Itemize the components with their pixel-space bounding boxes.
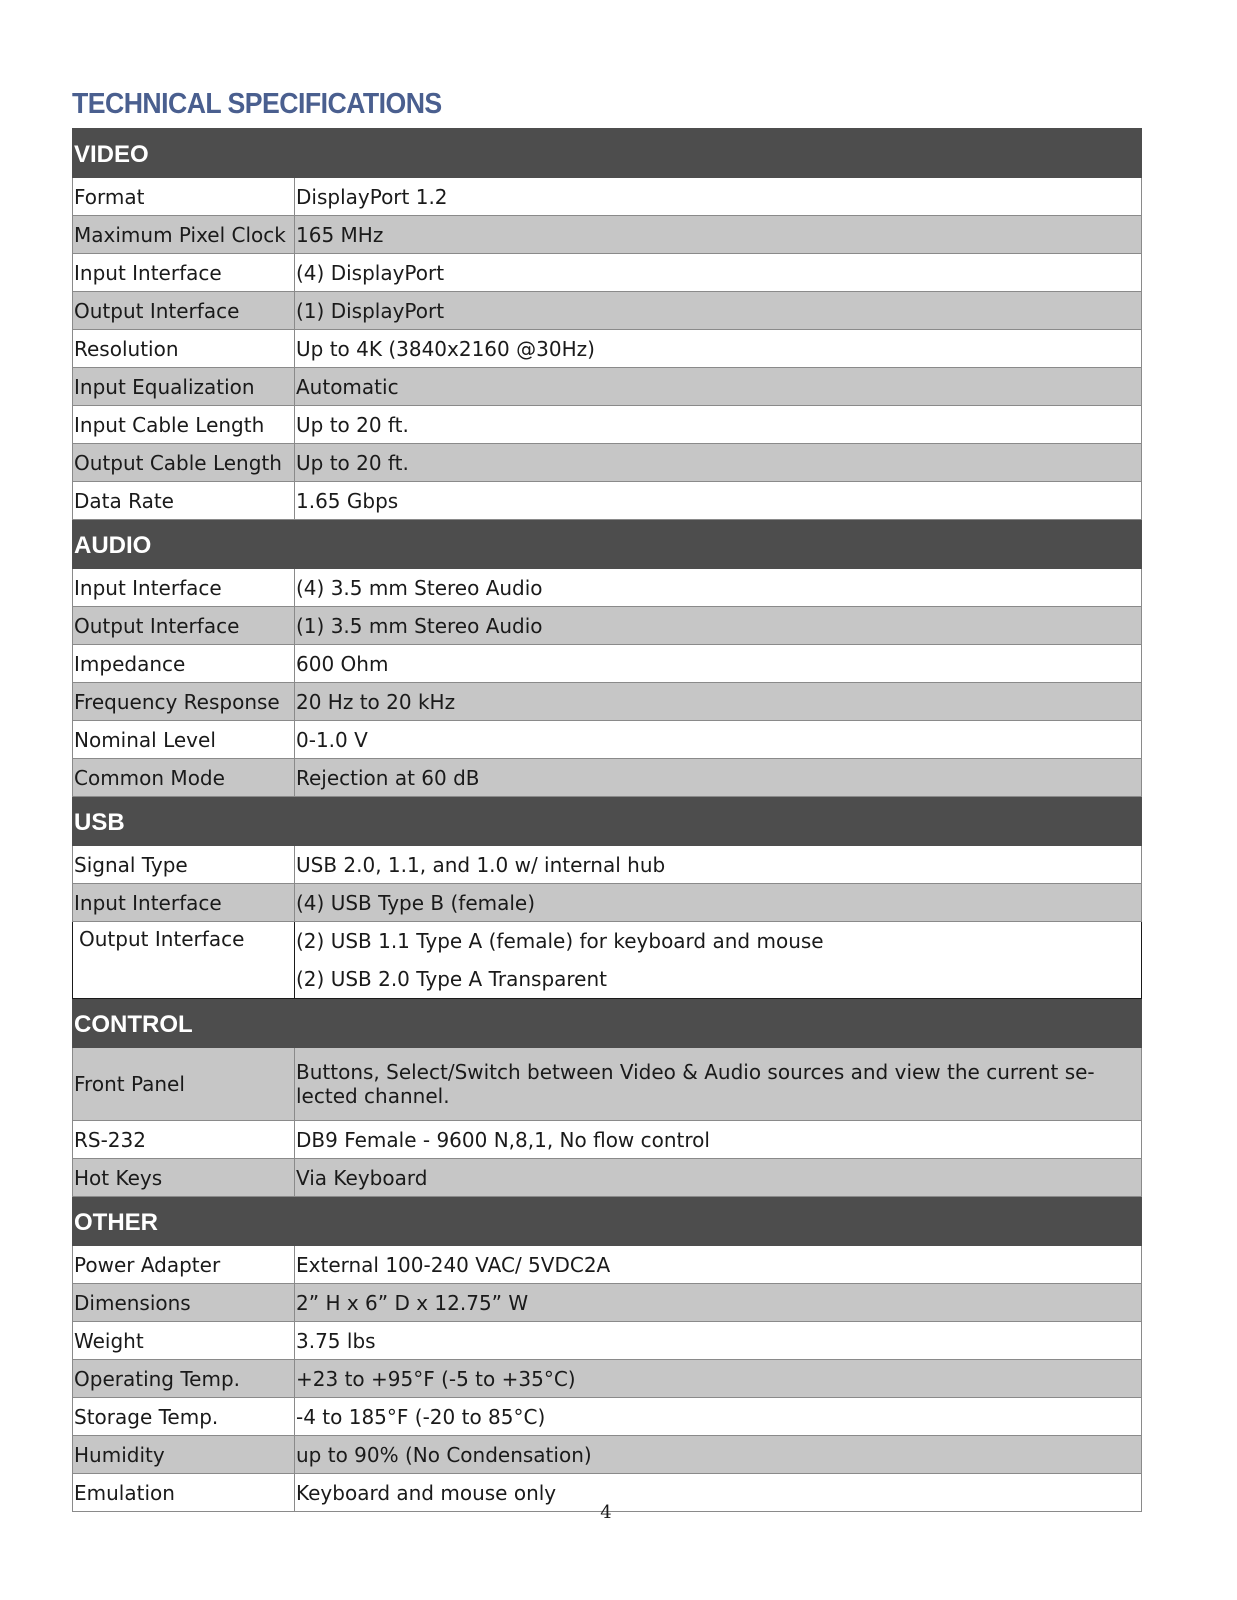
table-row (73, 330, 1142, 368)
spec-value: Via Keyboard (295, 1159, 1142, 1197)
section-heading: CONTROL (73, 999, 1142, 1048)
spec-label: Operating Temp. (73, 1360, 295, 1398)
spec-value: Buttons, Select/Switch between Video & Audio sources and view the current se-lected channel. (295, 1048, 1142, 1121)
spec-label: Dimensions (73, 1284, 295, 1322)
table-row (73, 1322, 1142, 1360)
section-header-control (73, 999, 1142, 1048)
spec-label: Nominal Level (73, 721, 295, 759)
spec-value: (4) DisplayPort (295, 254, 1142, 292)
table-row (73, 759, 1142, 797)
section-header-usb (73, 797, 1142, 846)
table-row (73, 1398, 1142, 1436)
table-row (73, 1048, 1142, 1121)
spec-value-line: (2) USB 1.1 Type A (female) for keyboard and mouse (296, 929, 824, 953)
spec-table (72, 128, 1142, 1512)
spec-label: Output Cable Length (73, 444, 295, 482)
table-row (73, 922, 1142, 999)
spec-label: Humidity (73, 1436, 295, 1474)
spec-value: External 100-240 VAC/ 5VDC2A (295, 1246, 1142, 1284)
table-row (73, 1436, 1142, 1474)
spec-label: Frequency Response (73, 683, 295, 721)
table-row (73, 1121, 1142, 1159)
spec-value: Up to 20 ft. (295, 406, 1142, 444)
spec-label: Power Adapter (73, 1246, 295, 1284)
table-row (73, 254, 1142, 292)
spec-value: Up to 20 ft. (295, 444, 1142, 482)
table-row (73, 178, 1142, 216)
table-row (73, 1159, 1142, 1197)
spec-value: USB 2.0, 1.1, and 1.0 w/ internal hub (295, 846, 1142, 884)
spec-label: Weight (73, 1322, 295, 1360)
spec-label: RS-232 (73, 1121, 295, 1159)
spec-label: Data Rate (73, 482, 295, 520)
spec-value: 2” H x 6” D x 12.75” W (295, 1284, 1142, 1322)
spec-label: Output Interface (73, 607, 295, 645)
spec-value: 1.65 Gbps (295, 482, 1142, 520)
section-heading: VIDEO (73, 129, 1142, 178)
spec-value: (4) USB Type B (female) (295, 884, 1142, 922)
spec-value: (4) 3.5 mm Stereo Audio (295, 569, 1142, 607)
table-row (73, 569, 1142, 607)
spec-label: Format (73, 178, 295, 216)
table-row (73, 292, 1142, 330)
section-heading: OTHER (73, 1197, 1142, 1246)
spec-label: Resolution (73, 330, 295, 368)
spec-label: Front Panel (73, 1048, 295, 1121)
spec-value-line: (2) USB 2.0 Type A Transparent (296, 967, 608, 991)
table-row (73, 1246, 1142, 1284)
table-row (73, 884, 1142, 922)
section-header-audio (73, 520, 1142, 569)
table-row (73, 645, 1142, 683)
spec-value: Automatic (295, 368, 1142, 406)
spec-label: Hot Keys (73, 1159, 295, 1197)
table-row (73, 482, 1142, 520)
page-number: 4 (600, 1502, 612, 1523)
section-heading: AUDIO (73, 520, 1142, 569)
spec-label: Input Interface (73, 254, 295, 292)
table-row (73, 368, 1142, 406)
section-heading: USB (73, 797, 1142, 846)
spec-label: Impedance (73, 645, 295, 683)
spec-value: DisplayPort 1.2 (295, 178, 1142, 216)
spec-value: Rejection at 60 dB (295, 759, 1142, 797)
table-row (73, 1360, 1142, 1398)
spec-value: up to 90% (No Condensation) (295, 1436, 1142, 1474)
spec-value: Up to 4K (3840x2160 @30Hz) (295, 330, 1142, 368)
spec-label: Output Interface (73, 292, 295, 330)
spec-value: Keyboard and mouse only (295, 1474, 1142, 1512)
page-title: TECHNICAL SPECIFICATIONS (72, 88, 442, 120)
spec-value: 20 Hz to 20 kHz (295, 683, 1142, 721)
spec-value: -4 to 185°F (-20 to 85°C) (295, 1398, 1142, 1436)
spec-value: 165 MHz (295, 216, 1142, 254)
table-row (73, 444, 1142, 482)
spec-value: 3.75 lbs (295, 1322, 1142, 1360)
spec-label: Maximum Pixel Clock (73, 216, 295, 254)
spec-label: Output Interface (73, 922, 295, 999)
table-row (73, 721, 1142, 759)
spec-label: Storage Temp. (73, 1398, 295, 1436)
spec-label: Signal Type (73, 846, 295, 884)
spec-value: 0-1.0 V (295, 721, 1142, 759)
table-row (73, 607, 1142, 645)
spec-value-multi (295, 922, 1142, 999)
table-row (73, 846, 1142, 884)
table-row (73, 406, 1142, 444)
spec-label: Input Equalization (73, 368, 295, 406)
spec-label: Input Interface (73, 884, 295, 922)
spec-value: (1) DisplayPort (295, 292, 1142, 330)
section-header-video (73, 129, 1142, 178)
spec-value: (1) 3.5 mm Stereo Audio (295, 607, 1142, 645)
section-header-other (73, 1197, 1142, 1246)
table-row (73, 216, 1142, 254)
spec-value: DB9 Female - 9600 N,8,1, No flow control (295, 1121, 1142, 1159)
spec-label: Emulation (73, 1474, 295, 1512)
spec-label: Input Cable Length (73, 406, 295, 444)
table-row (73, 683, 1142, 721)
table-row (73, 1284, 1142, 1322)
spec-value: +23 to +95°F (-5 to +35°C) (295, 1360, 1142, 1398)
spec-value: 600 Ohm (295, 645, 1142, 683)
spec-label: Common Mode (73, 759, 295, 797)
spec-label: Input Interface (73, 569, 295, 607)
